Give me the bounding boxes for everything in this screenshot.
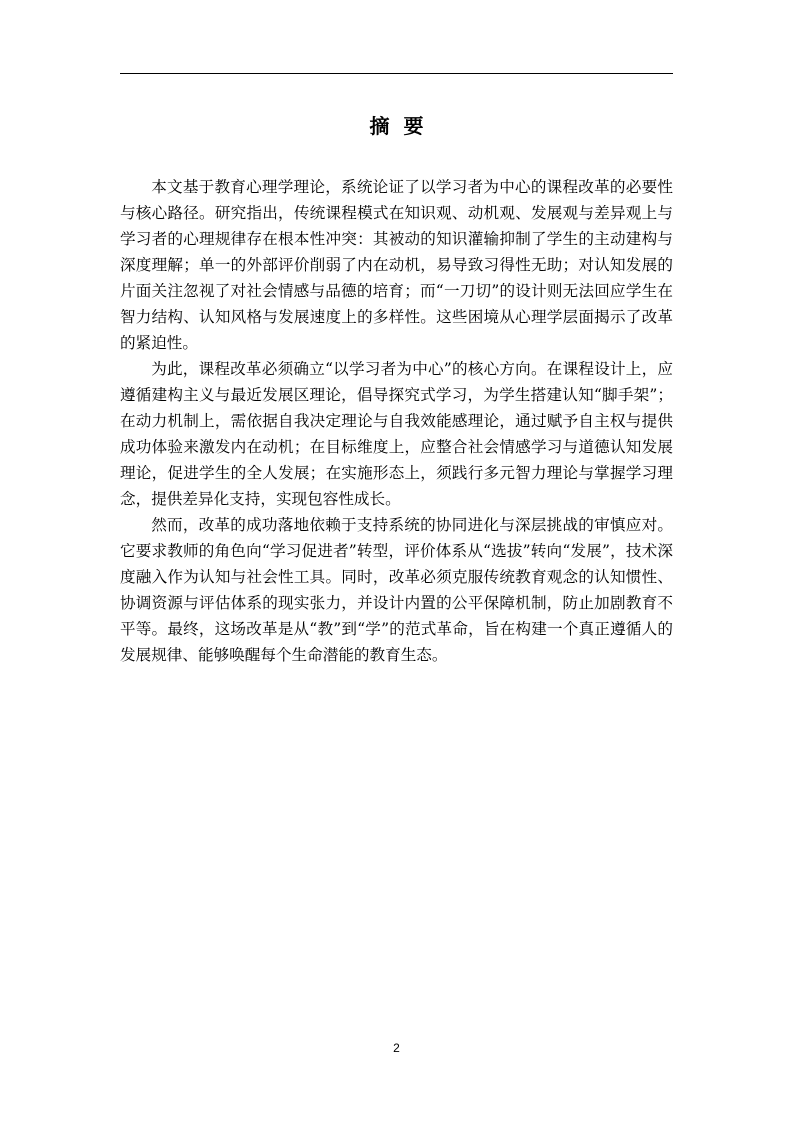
page-number: 2 [393,1041,400,1055]
abstract-paragraph-1: 本文基于教育心理学理论，系统论证了以学习者为中心的课程改革的必要性与核心路径。研究指出，传统课程模式在知识观、动机观、发展观与差异观上与学习者的心理规律存在根本性冲突：其被动的知识灌输抑制了学生的主动建构与深度理解；单一的外部评价削弱了内在动机，易导致习得性无助；对认知发展的片面关注忽视了对社会情感与品德的培育；而“一刀切”的设计则无法回应学生在智力结构、认知风格与发展速度上的多样性。这些困境从心理学层面揭示了改革的紧迫性。 [120,178,673,352]
abstract-body [120,174,673,668]
header-rule [120,73,673,74]
abstract-title: 摘要 [369,114,438,138]
abstract-paragraph-2: 为此，课程改革必须确立“以学习者为中心”的核心方向。在课程设计上，应遵循建构主义与最近发展区理论，倡导探究式学习，为学生搭建认知“脚手架”；在动力机制上，需依据自我决定理论与自我效能感理论，通过赋予自主权与提供成功体验来激发内在动机；在目标维度上，应整合社会情感学习与道德认知发展理论，促进学生的全人发展；在实施形态上，须践行多元智力理论与掌握学习理念，提供差异化支持，实现包容性成长。 [120,360,673,508]
abstract-paragraph-3: 然而，改革的成功落地依赖于支持系统的协同进化与深层挑战的审慎应对。它要求教师的角色向“学习促进者”转型，评价体系从“选拔”转向“发展”，技术深度融入作为认知与社会性工具。同时，改革必须克服传统教育观念的认知惯性、协调资源与评估体系的现实张力，并设计内置的公平保障机制，防止加剧教育不平等。最终，这场改革是从“教”到“学”的范式革命，旨在构建一个真正遵循人的发展规律、能够唤醒每个生命潜能的教育生态。 [120,516,673,664]
